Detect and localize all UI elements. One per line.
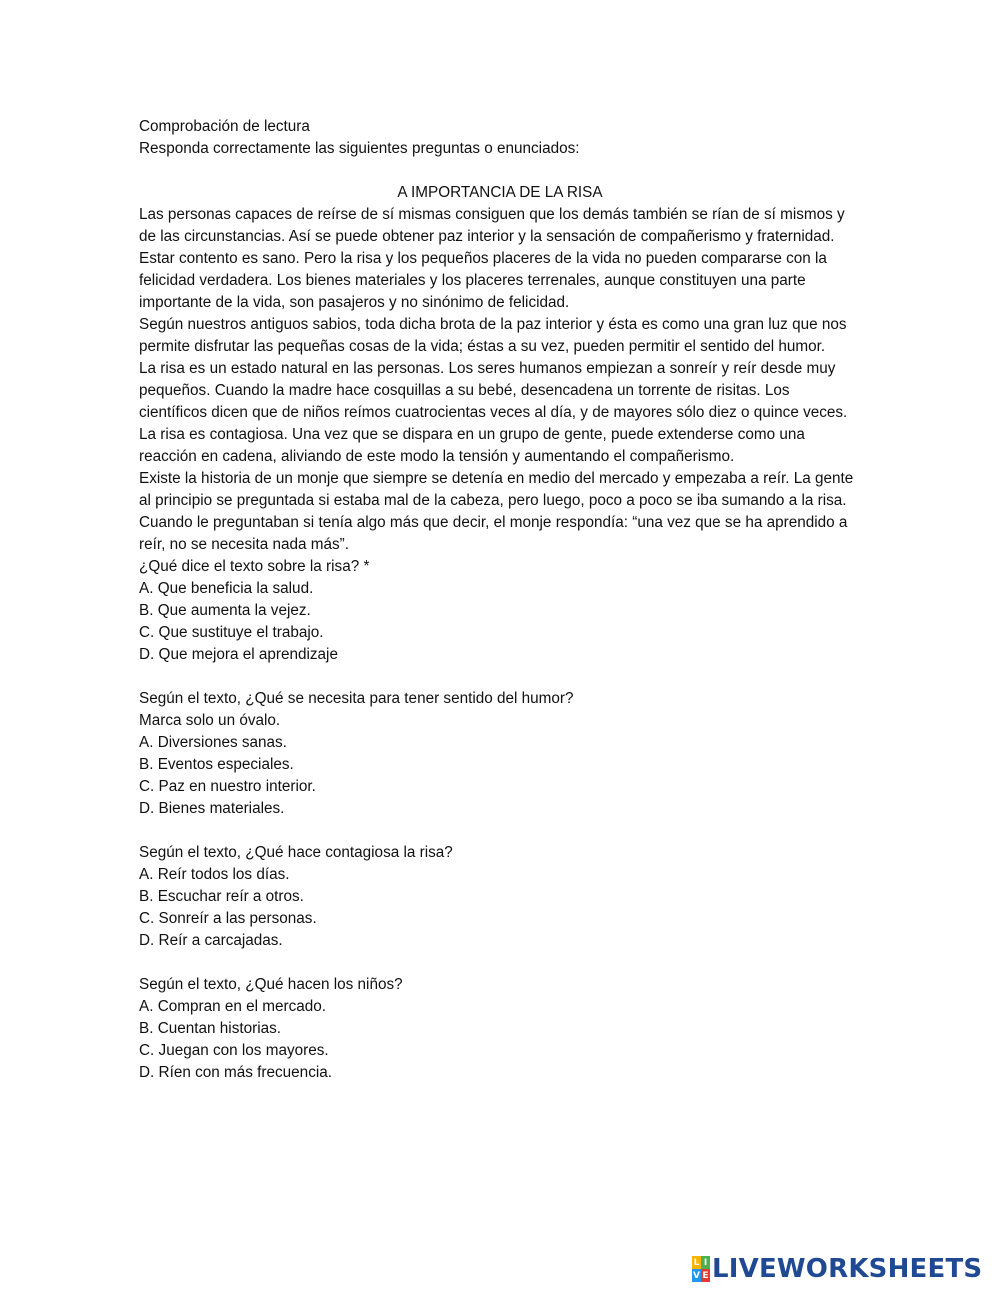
question-block-4 [139,974,861,1084]
answer-option[interactable]: B. Escuchar reír a otros. [139,888,304,905]
answer-option[interactable]: A. Reír todos los días. [139,866,290,883]
answer-option[interactable]: A. Que beneficia la salud. [139,580,314,597]
instruction-text: Responda correctamente las siguientes preguntas o enunciados: [139,140,580,157]
answer-option[interactable]: C. Que sustituye el trabajo. [139,624,324,641]
liveworksheets-logo [692,1252,992,1286]
answer-option[interactable]: C. Sonreír a las personas. [139,910,317,927]
question-prompt: Según el texto, ¿Qué se necesita para tener sentido del humor? [139,690,574,707]
answer-option[interactable]: A. Diversiones sanas. [139,734,287,751]
question-block-1 [139,556,861,666]
answer-option[interactable]: C. Juegan con los mayores. [139,1042,329,1059]
article-paragraph: Estar contento es sano. Pero la risa y los pequeños placeres de la vida no pueden compararse con la felicidad verdadera. Los bienes materiales y los placeres terrenales, aunque constituyen una parte importante de la vida, son pasajeros y no sinónimo de felicidad. [139,250,827,311]
answer-option[interactable]: D. Bienes materiales. [139,800,285,817]
answer-option[interactable]: B. Cuentan historias. [139,1020,281,1037]
badge-letter: I [701,1256,710,1269]
answer-option[interactable]: B. Que aumenta la vejez. [139,602,311,619]
spacer [139,160,861,182]
question-note: Marca solo un óvalo. [139,712,281,729]
spacer [139,820,861,842]
question-block-3 [139,842,861,952]
question-block-2 [139,688,861,820]
answer-option[interactable]: C. Paz en nuestro interior. [139,778,316,795]
answer-option[interactable]: D. Ríen con más frecuencia. [139,1064,332,1081]
article-paragraph: Existe la historia de un monje que siempre se detenía en medio del mercado y empezaba a reír. La gente al principio se preguntada si estaba mal de la cabeza, pero luego, poco a poco se iba sumando a la risa. Cuando le preguntaban si tenía algo más que decir, el monje respondía: “una vez que se ha aprendido a reír, no se necesita nada más”. [139,470,854,553]
question-prompt: Según el texto, ¿Qué hace contagiosa la risa? [139,844,453,861]
answer-option[interactable]: D. Que mejora el aprendizaje [139,646,338,663]
article-paragraph: La risa es un estado natural en las personas. Los seres humanos empiezan a sonreír y reír desde muy pequeños. Cuando la madre hace cosquillas a su bebé, desencadena un torrente de risitas. Los científicos dicen que de niños reímos cuatrocientas veces al día, y de mayores sólo diez o quince veces. [139,360,848,421]
spacer [139,952,861,974]
question-prompt: Según el texto, ¿Qué hacen los niños? [139,976,403,993]
badge-letter: L [693,1257,700,1268]
article-paragraph: Según nuestros antiguos sabios, toda dicha brota de la paz interior y ésta es como una gran luz que nos permite disfrutar las pequeñas cosas de la vida; éstas a su vez, pueden permitir el sentido del humor. [139,316,847,355]
answer-option[interactable]: D. Reír a carcajadas. [139,932,283,949]
badge-letter: V [693,1270,700,1281]
spacer [139,666,861,688]
answer-option[interactable]: A. Compran en el mercado. [139,998,327,1015]
question-prompt: ¿Qué dice el texto sobre la risa? * [139,558,370,575]
article-title: A IMPORTANCIA DE LA RISA [397,184,603,201]
article-paragraph: La risa es contagiosa. Una vez que se dispara en un grupo de gente, puede extenderse como una reacción en cadena, aliviando de este modo la tensión y aumentando el compañerismo. [139,426,805,465]
article-paragraph: Las personas capaces de reírse de sí mismas consiguen que los demás también se rían de sí mismos y de las circunstancias. Así se puede obtener paz interior y la sensación de compañerismo y fraternidad. [139,206,845,245]
live-badge-icon [692,1256,710,1282]
answer-option[interactable]: B. Eventos especiales. [139,756,294,773]
worksheet-page [139,116,861,1084]
badge-letter: E [702,1270,709,1281]
page-title: Comprobación de lectura [139,118,310,135]
brand-name: LIVEWORKSHEETS [712,1254,983,1284]
